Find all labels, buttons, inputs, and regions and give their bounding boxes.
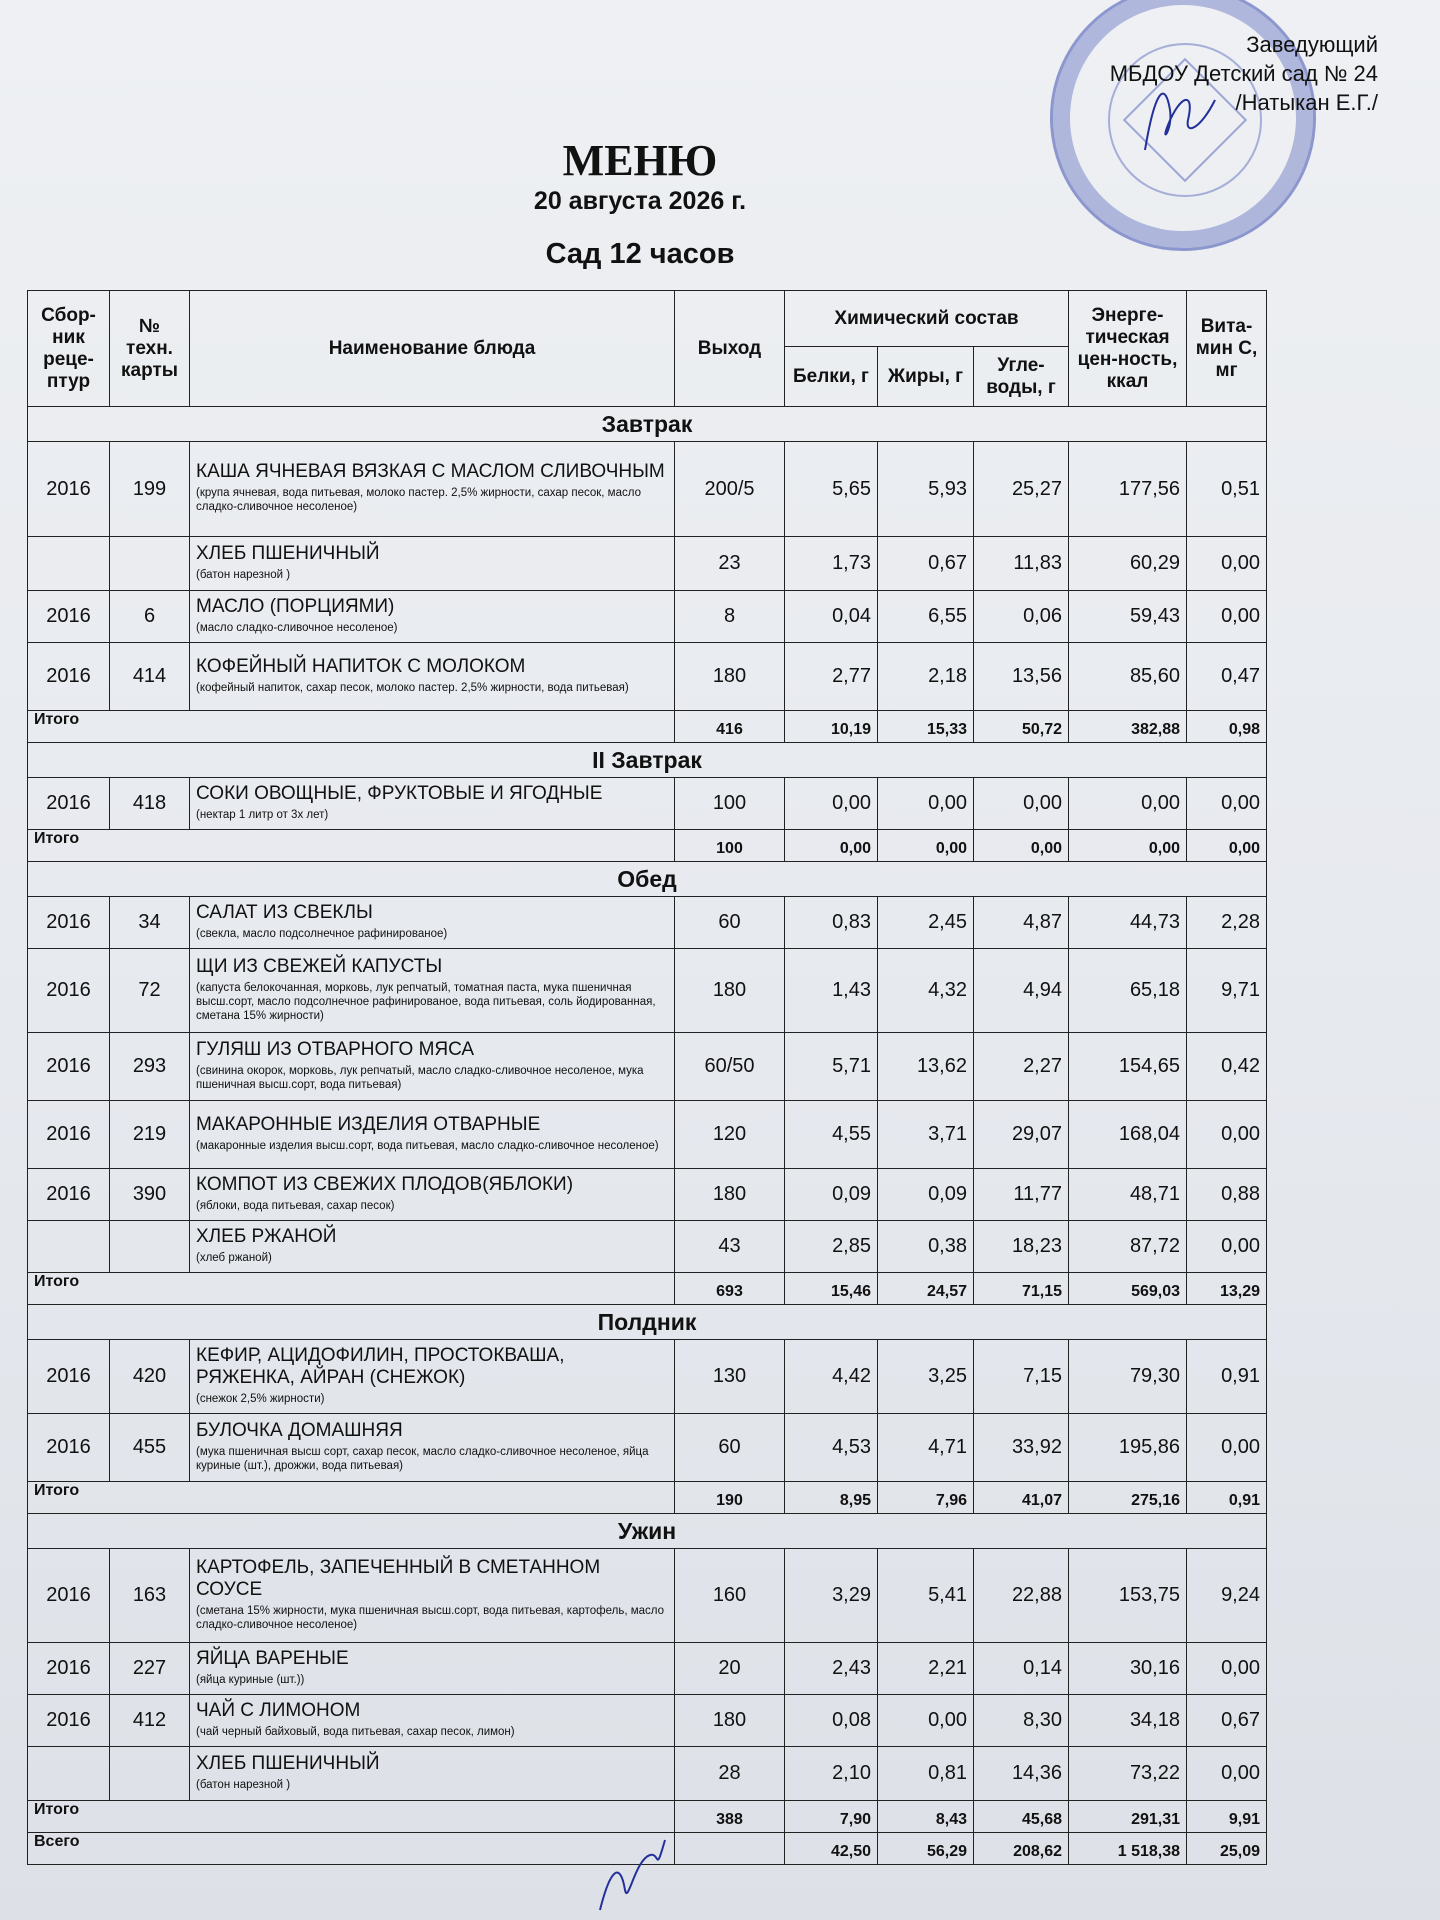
dish-ingredients: (хлеб ржаной) bbox=[196, 1251, 272, 1264]
recipe-collection: 2016 bbox=[28, 591, 110, 643]
energy-value: 44,73 bbox=[1069, 897, 1187, 949]
dish-ingredients: (батон нарезной ) bbox=[196, 568, 291, 581]
recipe-collection bbox=[28, 537, 110, 591]
section-title: Ужин bbox=[28, 1514, 1267, 1549]
fats-value: 0,81 bbox=[878, 1747, 974, 1801]
grand-total-label: Всего bbox=[28, 1833, 675, 1865]
menu-date: 20 августа 2026 г. bbox=[533, 187, 747, 215]
total-proteins: 0,00 bbox=[785, 830, 878, 862]
total-row bbox=[28, 711, 1267, 743]
dish-cell bbox=[190, 1101, 675, 1169]
table-row bbox=[28, 1033, 1267, 1101]
carbs-value: 2,27 bbox=[974, 1033, 1069, 1101]
tech-card-number: 390 bbox=[110, 1169, 190, 1221]
recipe-collection: 2016 bbox=[28, 949, 110, 1033]
fats-value: 3,71 bbox=[878, 1101, 974, 1169]
output-value: 100 bbox=[675, 778, 785, 830]
table-row bbox=[28, 1643, 1267, 1695]
total-energy: 275,16 bbox=[1069, 1482, 1187, 1514]
proteins-value: 2,10 bbox=[785, 1747, 878, 1801]
output-value: 23 bbox=[675, 537, 785, 591]
section-title: Завтрак bbox=[28, 407, 1267, 442]
col-header-chemical: Химический состав bbox=[785, 291, 1069, 347]
tech-card-number: 293 bbox=[110, 1033, 190, 1101]
table-row bbox=[28, 1747, 1267, 1801]
fats-value: 0,38 bbox=[878, 1221, 974, 1273]
grand-total-vitamin: 25,09 bbox=[1187, 1833, 1267, 1865]
col-header-vitamin: Вита-мин С, мг bbox=[1187, 291, 1267, 407]
total-carbs: 0,00 bbox=[974, 830, 1069, 862]
total-energy: 291,31 bbox=[1069, 1801, 1187, 1833]
total-fats: 8,43 bbox=[878, 1801, 974, 1833]
total-proteins: 10,19 bbox=[785, 711, 878, 743]
recipe-collection: 2016 bbox=[28, 1169, 110, 1221]
vitamin-value: 0,47 bbox=[1187, 643, 1267, 711]
total-vitamin: 9,91 bbox=[1187, 1801, 1267, 1833]
vitamin-value: 0,67 bbox=[1187, 1695, 1267, 1747]
recipe-collection: 2016 bbox=[28, 1033, 110, 1101]
total-label: Итого bbox=[28, 1801, 675, 1833]
energy-value: 79,30 bbox=[1069, 1340, 1187, 1414]
dish-ingredients: (свинина окорок, морковь, лук репчатый, масло сладко-сливочное несоленое, мука пшеничная высш.сорт, вода питьевая) bbox=[196, 1064, 644, 1091]
energy-value: 34,18 bbox=[1069, 1695, 1187, 1747]
output-value: 180 bbox=[675, 1169, 785, 1221]
section-row bbox=[28, 407, 1267, 442]
recipe-collection bbox=[28, 1221, 110, 1273]
carbs-value: 33,92 bbox=[974, 1414, 1069, 1482]
approval-position: Заведующий bbox=[1246, 32, 1378, 57]
dish-cell bbox=[190, 591, 675, 643]
dish-name: СОКИ ОВОЩНЫЕ, ФРУКТОВЫЕ И ЯГОДНЫЕ bbox=[196, 782, 603, 804]
dish-name: КАША ЯЧНЕВАЯ ВЯЗКАЯ С МАСЛОМ СЛИВОЧНЫМ bbox=[196, 461, 665, 482]
total-proteins: 8,95 bbox=[785, 1482, 878, 1514]
page-title: МЕНЮ bbox=[562, 136, 718, 185]
section-title: Полдник bbox=[28, 1305, 1267, 1340]
recipe-collection: 2016 bbox=[28, 643, 110, 711]
recipe-collection: 2016 bbox=[28, 897, 110, 949]
carbs-value: 8,30 bbox=[974, 1695, 1069, 1747]
tech-card-number: 455 bbox=[110, 1414, 190, 1482]
tech-card-number bbox=[110, 1221, 190, 1273]
total-vitamin: 13,29 bbox=[1187, 1273, 1267, 1305]
output-value: 60 bbox=[675, 1414, 785, 1482]
vitamin-value: 9,71 bbox=[1187, 949, 1267, 1033]
dish-name: ГУЛЯШ ИЗ ОТВАРНОГО МЯСА bbox=[196, 1038, 475, 1060]
recipe-collection: 2016 bbox=[28, 1340, 110, 1414]
tech-card-number: 418 bbox=[110, 778, 190, 830]
proteins-value: 0,04 bbox=[785, 591, 878, 643]
proteins-value: 4,42 bbox=[785, 1340, 878, 1414]
dish-cell bbox=[190, 897, 675, 949]
vitamin-value: 0,51 bbox=[1187, 442, 1267, 537]
table-row bbox=[28, 1549, 1267, 1643]
dish-ingredients: (яблоки, вода питьевая, сахар песок) bbox=[196, 1199, 395, 1212]
total-carbs: 45,68 bbox=[974, 1801, 1069, 1833]
output-value: 28 bbox=[675, 1747, 785, 1801]
section-row bbox=[28, 862, 1267, 897]
approval-person: /Натыкан Е.Г./ bbox=[1235, 90, 1378, 115]
total-output: 416 bbox=[675, 711, 785, 743]
tech-card-number: 34 bbox=[110, 897, 190, 949]
recipe-collection: 2016 bbox=[28, 442, 110, 537]
vitamin-value: 0,91 bbox=[1187, 1340, 1267, 1414]
tech-card-number: 227 bbox=[110, 1643, 190, 1695]
table-row bbox=[28, 537, 1267, 591]
total-fats: 15,33 bbox=[878, 711, 974, 743]
vitamin-value: 0,00 bbox=[1187, 591, 1267, 643]
fats-value: 2,21 bbox=[878, 1643, 974, 1695]
output-value: 120 bbox=[675, 1101, 785, 1169]
vitamin-value: 0,00 bbox=[1187, 1101, 1267, 1169]
table-row bbox=[28, 897, 1267, 949]
table-row bbox=[28, 1695, 1267, 1747]
proteins-value: 2,77 bbox=[785, 643, 878, 711]
table-row bbox=[28, 442, 1267, 537]
carbs-value: 0,06 bbox=[974, 591, 1069, 643]
total-row bbox=[28, 1273, 1267, 1305]
dish-name: ХЛЕБ ПШЕНИЧНЫЙ bbox=[196, 1752, 380, 1774]
fats-value: 5,93 bbox=[878, 442, 974, 537]
recipe-collection: 2016 bbox=[28, 1101, 110, 1169]
energy-value: 195,86 bbox=[1069, 1414, 1187, 1482]
tech-card-number: 420 bbox=[110, 1340, 190, 1414]
fats-value: 5,41 bbox=[878, 1549, 974, 1643]
output-value: 160 bbox=[675, 1549, 785, 1643]
table-row bbox=[28, 1414, 1267, 1482]
total-energy: 569,03 bbox=[1069, 1273, 1187, 1305]
dish-ingredients: (мука пшеничная высш сорт, сахар песок, масло сладко-сливочное несоленое, яйца куриные (шт.), дрожжи, вода питьевая) bbox=[196, 1445, 649, 1472]
carbs-value: 4,87 bbox=[974, 897, 1069, 949]
col-header-tech-card: № техн. карты bbox=[110, 291, 190, 407]
approval-organization: МБДОУ Детский сад № 24 bbox=[1109, 61, 1378, 86]
dish-cell bbox=[190, 1747, 675, 1801]
grand-total-carbs: 208,62 bbox=[974, 1833, 1069, 1865]
output-value: 43 bbox=[675, 1221, 785, 1273]
carbs-value: 0,14 bbox=[974, 1643, 1069, 1695]
proteins-value: 2,43 bbox=[785, 1643, 878, 1695]
fats-value: 4,32 bbox=[878, 949, 974, 1033]
dish-ingredients: (нектар 1 литр от 3х лет) bbox=[196, 808, 329, 821]
total-fats: 0,00 bbox=[878, 830, 974, 862]
dish-name: БУЛОЧКА ДОМАШНЯЯ bbox=[196, 1419, 403, 1441]
output-value: 8 bbox=[675, 591, 785, 643]
table-row bbox=[28, 778, 1267, 830]
tech-card-number: 219 bbox=[110, 1101, 190, 1169]
col-header-proteins: Белки, г bbox=[785, 347, 878, 407]
energy-value: 168,04 bbox=[1069, 1101, 1187, 1169]
output-value: 20 bbox=[675, 1643, 785, 1695]
output-value: 200/5 bbox=[675, 442, 785, 537]
total-energy: 0,00 bbox=[1069, 830, 1187, 862]
vitamin-value: 0,42 bbox=[1187, 1033, 1267, 1101]
proteins-value: 1,73 bbox=[785, 537, 878, 591]
tech-card-number: 6 bbox=[110, 591, 190, 643]
fats-value: 4,71 bbox=[878, 1414, 974, 1482]
tech-card-number: 163 bbox=[110, 1549, 190, 1643]
total-vitamin: 0,98 bbox=[1187, 711, 1267, 743]
dish-ingredients: (чай черный байховый, вода питьевая, сахар песок, лимон) bbox=[196, 1725, 515, 1738]
approval-block bbox=[1110, 30, 1378, 117]
dish-name: КОМПОТ ИЗ СВЕЖИХ ПЛОДОВ(ЯБЛОКИ) bbox=[196, 1173, 574, 1195]
carbs-value: 22,88 bbox=[974, 1549, 1069, 1643]
carbs-value: 0,00 bbox=[974, 778, 1069, 830]
proteins-value: 0,09 bbox=[785, 1169, 878, 1221]
fats-value: 2,45 bbox=[878, 897, 974, 949]
total-vitamin: 0,91 bbox=[1187, 1482, 1267, 1514]
total-energy: 382,88 bbox=[1069, 711, 1187, 743]
dish-ingredients: (сметана 15% жирности, мука пшеничная высш.сорт, вода питьевая, картофель, масло сладко-сливочное несоленое) bbox=[196, 1604, 665, 1631]
total-output: 190 bbox=[675, 1482, 785, 1514]
table-row bbox=[28, 1169, 1267, 1221]
bottom-signature bbox=[590, 1830, 710, 1920]
dish-cell bbox=[190, 1340, 675, 1414]
dish-name: ЧАЙ С ЛИМОНОМ bbox=[196, 1699, 361, 1721]
menu-table bbox=[27, 290, 1267, 1865]
dish-name: КАРТОФЕЛЬ, ЗАПЕЧЕННЫЙ В СМЕТАННОМ СОУСЕ bbox=[196, 1556, 601, 1600]
total-label: Итого bbox=[28, 1482, 675, 1514]
energy-value: 48,71 bbox=[1069, 1169, 1187, 1221]
energy-value: 85,60 bbox=[1069, 643, 1187, 711]
dish-cell bbox=[190, 1169, 675, 1221]
carbs-value: 7,15 bbox=[974, 1340, 1069, 1414]
dish-ingredients: (снежок 2,5% жирности) bbox=[196, 1392, 325, 1405]
table-row bbox=[28, 1221, 1267, 1273]
total-fats: 7,96 bbox=[878, 1482, 974, 1514]
total-vitamin: 0,00 bbox=[1187, 830, 1267, 862]
vitamin-value: 0,00 bbox=[1187, 1747, 1267, 1801]
total-proteins: 15,46 bbox=[785, 1273, 878, 1305]
carbs-value: 13,56 bbox=[974, 643, 1069, 711]
proteins-value: 4,55 bbox=[785, 1101, 878, 1169]
dish-cell bbox=[190, 778, 675, 830]
col-header-carbs: Угле-воды, г bbox=[974, 347, 1069, 407]
tech-card-number bbox=[110, 537, 190, 591]
fats-value: 0,00 bbox=[878, 778, 974, 830]
section-title: II Завтрак bbox=[28, 743, 1267, 778]
total-label: Итого bbox=[28, 711, 675, 743]
recipe-collection: 2016 bbox=[28, 1549, 110, 1643]
dish-cell bbox=[190, 442, 675, 537]
dish-name: КЕФИР, АЦИДОФИЛИН, ПРОСТОКВАША, РЯЖЕНКА, АЙРАН (СНЕЖОК) bbox=[196, 1344, 565, 1388]
dish-name: САЛАТ ИЗ СВЕКЛЫ bbox=[196, 901, 373, 923]
carbs-value: 25,27 bbox=[974, 442, 1069, 537]
output-value: 60/50 bbox=[675, 1033, 785, 1101]
total-row bbox=[28, 1801, 1267, 1833]
total-output: 693 bbox=[675, 1273, 785, 1305]
dish-ingredients: (макаронные изделия высш.сорт, вода питьевая, масло сладко-сливочное несоленое) bbox=[196, 1139, 659, 1152]
dish-ingredients: (масло сладко-сливочное несоленое) bbox=[196, 621, 398, 634]
proteins-value: 2,85 bbox=[785, 1221, 878, 1273]
dish-cell bbox=[190, 1414, 675, 1482]
recipe-collection bbox=[28, 1747, 110, 1801]
carbs-value: 18,23 bbox=[974, 1221, 1069, 1273]
total-output: 100 bbox=[675, 830, 785, 862]
dish-ingredients: (яйца куриные (шт.)) bbox=[196, 1673, 305, 1686]
carbs-value: 11,77 bbox=[974, 1169, 1069, 1221]
proteins-value: 0,00 bbox=[785, 778, 878, 830]
vitamin-value: 0,00 bbox=[1187, 1643, 1267, 1695]
dish-name: ХЛЕБ РЖАНОЙ bbox=[196, 1225, 337, 1247]
energy-value: 65,18 bbox=[1069, 949, 1187, 1033]
carbs-value: 29,07 bbox=[974, 1101, 1069, 1169]
dish-cell bbox=[190, 643, 675, 711]
dish-ingredients: (кофейный напиток, сахар песок, молоко пастер. 2,5% жирности, вода питьевая) bbox=[196, 681, 629, 694]
vitamin-value: 0,00 bbox=[1187, 1221, 1267, 1273]
energy-value: 0,00 bbox=[1069, 778, 1187, 830]
table-row bbox=[28, 591, 1267, 643]
total-output: 388 bbox=[675, 1801, 785, 1833]
table-header bbox=[28, 291, 1267, 407]
dish-cell bbox=[190, 1549, 675, 1643]
table-row bbox=[28, 643, 1267, 711]
fats-value: 6,55 bbox=[878, 591, 974, 643]
total-label: Итого bbox=[28, 830, 675, 862]
dish-ingredients: (батон нарезной ) bbox=[196, 1778, 291, 1791]
total-row bbox=[28, 830, 1267, 862]
carbs-value: 14,36 bbox=[974, 1747, 1069, 1801]
col-header-fats: Жиры, г bbox=[878, 347, 974, 407]
proteins-value: 4,53 bbox=[785, 1414, 878, 1482]
vitamin-value: 0,00 bbox=[1187, 537, 1267, 591]
table-row bbox=[28, 1101, 1267, 1169]
energy-value: 59,43 bbox=[1069, 591, 1187, 643]
output-value: 180 bbox=[675, 949, 785, 1033]
output-value: 130 bbox=[675, 1340, 785, 1414]
carbs-value: 11,83 bbox=[974, 537, 1069, 591]
dish-name: МАКАРОННЫЕ ИЗДЕЛИЯ ОТВАРНЫЕ bbox=[196, 1113, 541, 1135]
total-carbs: 50,72 bbox=[974, 711, 1069, 743]
dish-cell bbox=[190, 1221, 675, 1273]
recipe-collection: 2016 bbox=[28, 778, 110, 830]
energy-value: 87,72 bbox=[1069, 1221, 1187, 1273]
dish-name: ХЛЕБ ПШЕНИЧНЫЙ bbox=[196, 542, 380, 564]
total-label: Итого bbox=[28, 1273, 675, 1305]
dish-ingredients: (свекла, масло подсолнечное рафинированое) bbox=[196, 927, 448, 940]
tech-card-number: 414 bbox=[110, 643, 190, 711]
col-header-sbornik: Сбор-ник реце-птур bbox=[28, 291, 110, 407]
energy-value: 177,56 bbox=[1069, 442, 1187, 537]
dish-cell bbox=[190, 1643, 675, 1695]
vitamin-value: 2,28 bbox=[1187, 897, 1267, 949]
total-carbs: 71,15 bbox=[974, 1273, 1069, 1305]
energy-value: 153,75 bbox=[1069, 1549, 1187, 1643]
grand-total-proteins: 42,50 bbox=[785, 1833, 878, 1865]
energy-value: 154,65 bbox=[1069, 1033, 1187, 1101]
total-proteins: 7,90 bbox=[785, 1801, 878, 1833]
table-row bbox=[28, 949, 1267, 1033]
fats-value: 13,62 bbox=[878, 1033, 974, 1101]
energy-value: 73,22 bbox=[1069, 1747, 1187, 1801]
tech-card-number: 412 bbox=[110, 1695, 190, 1747]
section-title: Обед bbox=[28, 862, 1267, 897]
dish-cell bbox=[190, 949, 675, 1033]
vitamin-value: 0,88 bbox=[1187, 1169, 1267, 1221]
output-value: 180 bbox=[675, 1695, 785, 1747]
tech-card-number: 199 bbox=[110, 442, 190, 537]
section-row bbox=[28, 1514, 1267, 1549]
dish-name: КОФЕЙНЫЙ НАПИТОК С МОЛОКОМ bbox=[196, 655, 526, 677]
vitamin-value: 9,24 bbox=[1187, 1549, 1267, 1643]
carbs-value: 4,94 bbox=[974, 949, 1069, 1033]
fats-value: 0,00 bbox=[878, 1695, 974, 1747]
total-carbs: 41,07 bbox=[974, 1482, 1069, 1514]
dish-cell bbox=[190, 1695, 675, 1747]
total-fats: 24,57 bbox=[878, 1273, 974, 1305]
vitamin-value: 0,00 bbox=[1187, 778, 1267, 830]
tech-card-number bbox=[110, 1747, 190, 1801]
col-header-dish-name: Наименование блюда bbox=[190, 291, 675, 407]
dish-name: МАСЛО (ПОРЦИЯМИ) bbox=[196, 595, 395, 617]
energy-value: 60,29 bbox=[1069, 537, 1187, 591]
menu-subtitle: Сад 12 часов bbox=[545, 238, 735, 270]
col-header-output: Выход bbox=[675, 291, 785, 407]
tech-card-number: 72 bbox=[110, 949, 190, 1033]
energy-value: 30,16 bbox=[1069, 1643, 1187, 1695]
grand-total-fats: 56,29 bbox=[878, 1833, 974, 1865]
dish-name: ЯЙЦА ВАРЕНЫЕ bbox=[196, 1647, 349, 1669]
grand-total-energy: 1 518,38 bbox=[1069, 1833, 1187, 1865]
dish-name: ЩИ ИЗ СВЕЖЕЙ КАПУСТЫ bbox=[196, 955, 443, 977]
proteins-value: 0,08 bbox=[785, 1695, 878, 1747]
recipe-collection: 2016 bbox=[28, 1643, 110, 1695]
col-header-energy: Энерге-тическая цен-ность, ккал bbox=[1069, 291, 1187, 407]
dish-ingredients: (капуста белокочанная, морковь, лук репчатый, томатная паста, мука пшеничная высш.сорт, масло подсолнечное рафинированое, вода питьевая, соль йодированная, сметана 15% жирности) bbox=[196, 981, 656, 1022]
section-row bbox=[28, 1305, 1267, 1340]
proteins-value: 1,43 bbox=[785, 949, 878, 1033]
proteins-value: 3,29 bbox=[785, 1549, 878, 1643]
table-body bbox=[28, 407, 1267, 1865]
proteins-value: 5,65 bbox=[785, 442, 878, 537]
dish-ingredients: (крупа ячневая, вода питьевая, молоко пастер. 2,5% жирности, сахар песок, масло сладко-сливочное несоленое) bbox=[196, 487, 641, 513]
fats-value: 2,18 bbox=[878, 643, 974, 711]
table-row bbox=[28, 1340, 1267, 1414]
output-value: 60 bbox=[675, 897, 785, 949]
output-value: 180 bbox=[675, 643, 785, 711]
dish-cell bbox=[190, 1033, 675, 1101]
dish-cell bbox=[190, 537, 675, 591]
recipe-collection: 2016 bbox=[28, 1414, 110, 1482]
total-row bbox=[28, 1482, 1267, 1514]
vitamin-value: 0,00 bbox=[1187, 1414, 1267, 1482]
fats-value: 3,25 bbox=[878, 1340, 974, 1414]
fats-value: 0,09 bbox=[878, 1169, 974, 1221]
fats-value: 0,67 bbox=[878, 537, 974, 591]
section-row bbox=[28, 743, 1267, 778]
proteins-value: 0,83 bbox=[785, 897, 878, 949]
proteins-value: 5,71 bbox=[785, 1033, 878, 1101]
recipe-collection: 2016 bbox=[28, 1695, 110, 1747]
